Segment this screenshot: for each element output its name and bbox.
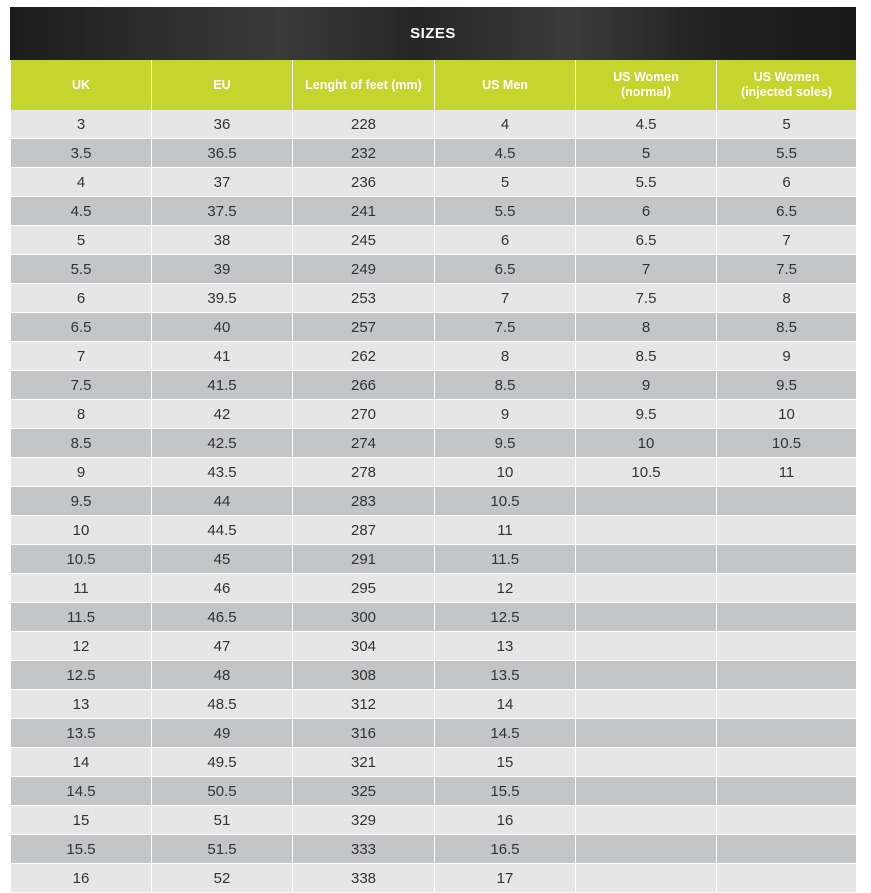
cell-us-women-injected: 10 [717,400,857,429]
cell-us-women-normal [576,806,717,835]
cell-us-women-injected: 9 [717,342,857,371]
cell-us-men: 8 [435,342,576,371]
cell-foot-length-mm: 312 [293,690,435,719]
table-body [11,110,857,893]
cell-eu: 46.5 [152,603,293,632]
cell-us-women-normal: 5 [576,139,717,168]
cell-eu: 46 [152,574,293,603]
cell-us-men: 15.5 [435,777,576,806]
cell-us-women-normal [576,574,717,603]
cell-us-women-injected [717,545,857,574]
cell-uk: 10.5 [11,545,152,574]
cell-us-women-normal [576,690,717,719]
cell-uk: 11.5 [11,603,152,632]
table-row [11,719,857,748]
cell-us-women-normal: 10.5 [576,458,717,487]
cell-us-men: 5.5 [435,197,576,226]
cell-eu: 41 [152,342,293,371]
cell-us-women-injected [717,806,857,835]
cell-us-women-normal: 5.5 [576,168,717,197]
cell-us-women-injected: 8 [717,284,857,313]
cell-us-men: 9 [435,400,576,429]
cell-us-men: 6.5 [435,255,576,284]
cell-us-women-normal [576,545,717,574]
table-row [11,574,857,603]
cell-eu: 42.5 [152,429,293,458]
cell-us-women-injected [717,777,857,806]
table-row [11,429,857,458]
cell-us-women-normal [576,661,717,690]
cell-eu: 39.5 [152,284,293,313]
cell-us-women-normal: 9 [576,371,717,400]
cell-uk: 16 [11,864,152,893]
cell-uk: 6.5 [11,313,152,342]
cell-us-men: 12 [435,574,576,603]
cell-uk: 3 [11,110,152,139]
cell-us-men: 9.5 [435,429,576,458]
cell-uk: 7.5 [11,371,152,400]
cell-us-women-injected: 9.5 [717,371,857,400]
cell-us-women-injected: 7.5 [717,255,857,284]
cell-uk: 9 [11,458,152,487]
cell-foot-length-mm: 236 [293,168,435,197]
cell-us-women-injected: 5.5 [717,139,857,168]
cell-us-men: 10.5 [435,487,576,516]
column-header-us-women-injected: US Women (injected soles) [717,60,857,110]
cell-uk: 8.5 [11,429,152,458]
cell-uk: 9.5 [11,487,152,516]
table-row [11,545,857,574]
cell-eu: 37 [152,168,293,197]
cell-foot-length-mm: 291 [293,545,435,574]
cell-foot-length-mm: 300 [293,603,435,632]
cell-foot-length-mm: 321 [293,748,435,777]
cell-eu: 36 [152,110,293,139]
table-row [11,864,857,893]
cell-us-men: 11.5 [435,545,576,574]
cell-us-women-injected [717,748,857,777]
cell-us-men: 8.5 [435,371,576,400]
cell-eu: 49 [152,719,293,748]
cell-foot-length-mm: 304 [293,632,435,661]
cell-foot-length-mm: 338 [293,864,435,893]
cell-foot-length-mm: 253 [293,284,435,313]
table-row [11,284,857,313]
cell-us-men: 4.5 [435,139,576,168]
cell-uk: 6 [11,284,152,313]
column-header-foot-length-mm: Lenght of feet (mm) [293,60,435,110]
cell-us-women-normal [576,748,717,777]
cell-us-men: 13.5 [435,661,576,690]
table-row [11,342,857,371]
cell-us-men: 10 [435,458,576,487]
cell-eu: 52 [152,864,293,893]
cell-us-women-normal [576,487,717,516]
cell-eu: 36.5 [152,139,293,168]
cell-us-women-injected [717,835,857,864]
table-row [11,632,857,661]
cell-us-women-normal [576,632,717,661]
cell-us-women-normal: 8.5 [576,342,717,371]
cell-us-men: 17 [435,864,576,893]
cell-foot-length-mm: 308 [293,661,435,690]
cell-us-women-normal [576,777,717,806]
cell-us-women-normal [576,864,717,893]
cell-foot-length-mm: 278 [293,458,435,487]
cell-us-women-injected: 7 [717,226,857,255]
cell-us-women-injected: 10.5 [717,429,857,458]
table-row [11,313,857,342]
cell-us-men: 13 [435,632,576,661]
cell-eu: 50.5 [152,777,293,806]
column-header-eu: EU [152,60,293,110]
cell-uk: 14.5 [11,777,152,806]
cell-us-women-normal: 6.5 [576,226,717,255]
cell-foot-length-mm: 295 [293,574,435,603]
cell-us-men: 12.5 [435,603,576,632]
cell-us-women-injected [717,864,857,893]
cell-us-women-normal [576,603,717,632]
cell-foot-length-mm: 241 [293,197,435,226]
cell-us-women-normal [576,516,717,545]
cell-eu: 39 [152,255,293,284]
table-row [11,777,857,806]
cell-uk: 5 [11,226,152,255]
table-row [11,110,857,139]
cell-us-women-normal: 7.5 [576,284,717,313]
cell-foot-length-mm: 333 [293,835,435,864]
table-row [11,516,857,545]
table-row [11,168,857,197]
cell-uk: 5.5 [11,255,152,284]
cell-us-women-injected: 5 [717,110,857,139]
cell-us-men: 7.5 [435,313,576,342]
table-row [11,139,857,168]
cell-uk: 3.5 [11,139,152,168]
table-row [11,400,857,429]
cell-us-women-normal: 6 [576,197,717,226]
cell-uk: 10 [11,516,152,545]
cell-us-women-injected [717,632,857,661]
cell-foot-length-mm: 325 [293,777,435,806]
table-row [11,835,857,864]
cell-uk: 7 [11,342,152,371]
cell-foot-length-mm: 257 [293,313,435,342]
cell-us-women-injected: 6 [717,168,857,197]
cell-us-women-normal: 10 [576,429,717,458]
table-row [11,806,857,835]
cell-foot-length-mm: 287 [293,516,435,545]
cell-eu: 49.5 [152,748,293,777]
column-header-us-women-normal: US Women (normal) [576,60,717,110]
cell-eu: 38 [152,226,293,255]
table-row [11,603,857,632]
cell-us-women-normal: 8 [576,313,717,342]
cell-foot-length-mm: 232 [293,139,435,168]
cell-us-men: 4 [435,110,576,139]
cell-uk: 13.5 [11,719,152,748]
cell-uk: 15.5 [11,835,152,864]
cell-eu: 48 [152,661,293,690]
cell-us-men: 14 [435,690,576,719]
table-row [11,487,857,516]
cell-us-women-injected [717,487,857,516]
cell-uk: 12 [11,632,152,661]
cell-us-women-injected [717,690,857,719]
cell-eu: 44 [152,487,293,516]
cell-us-women-injected: 8.5 [717,313,857,342]
cell-us-men: 7 [435,284,576,313]
cell-eu: 41.5 [152,371,293,400]
column-header-us-men: US Men [435,60,576,110]
cell-us-men: 16 [435,806,576,835]
chart-title: SIZES [10,7,856,60]
cell-foot-length-mm: 245 [293,226,435,255]
size-table [10,60,857,893]
table-row [11,255,857,284]
cell-us-women-injected: 11 [717,458,857,487]
cell-eu: 40 [152,313,293,342]
cell-us-women-injected [717,516,857,545]
cell-uk: 13 [11,690,152,719]
column-header-uk: UK [11,60,152,110]
cell-us-women-injected [717,603,857,632]
cell-us-women-injected [717,661,857,690]
table-row [11,226,857,255]
cell-uk: 12.5 [11,661,152,690]
cell-uk: 14 [11,748,152,777]
table-row [11,458,857,487]
cell-eu: 42 [152,400,293,429]
cell-eu: 47 [152,632,293,661]
cell-us-men: 5 [435,168,576,197]
size-chart [10,7,856,893]
cell-eu: 51.5 [152,835,293,864]
cell-foot-length-mm: 228 [293,110,435,139]
cell-eu: 37.5 [152,197,293,226]
cell-us-women-normal [576,719,717,748]
cell-us-women-normal: 7 [576,255,717,284]
cell-uk: 11 [11,574,152,603]
cell-us-women-normal: 9.5 [576,400,717,429]
cell-foot-length-mm: 266 [293,371,435,400]
cell-us-men: 15 [435,748,576,777]
cell-foot-length-mm: 283 [293,487,435,516]
table-row [11,197,857,226]
cell-foot-length-mm: 262 [293,342,435,371]
cell-eu: 45 [152,545,293,574]
cell-us-women-injected [717,574,857,603]
header-row [11,60,857,110]
cell-foot-length-mm: 316 [293,719,435,748]
cell-uk: 8 [11,400,152,429]
cell-eu: 43.5 [152,458,293,487]
cell-eu: 51 [152,806,293,835]
cell-us-men: 16.5 [435,835,576,864]
cell-foot-length-mm: 274 [293,429,435,458]
cell-uk: 15 [11,806,152,835]
table-row [11,690,857,719]
cell-us-women-injected [717,719,857,748]
table-row [11,661,857,690]
cell-us-women-injected: 6.5 [717,197,857,226]
cell-eu: 48.5 [152,690,293,719]
cell-eu: 44.5 [152,516,293,545]
table-row [11,371,857,400]
cell-foot-length-mm: 270 [293,400,435,429]
cell-us-women-normal: 4.5 [576,110,717,139]
cell-us-women-normal [576,835,717,864]
cell-us-men: 11 [435,516,576,545]
cell-uk: 4.5 [11,197,152,226]
cell-uk: 4 [11,168,152,197]
cell-foot-length-mm: 329 [293,806,435,835]
table-row [11,748,857,777]
cell-us-men: 14.5 [435,719,576,748]
cell-us-men: 6 [435,226,576,255]
cell-foot-length-mm: 249 [293,255,435,284]
